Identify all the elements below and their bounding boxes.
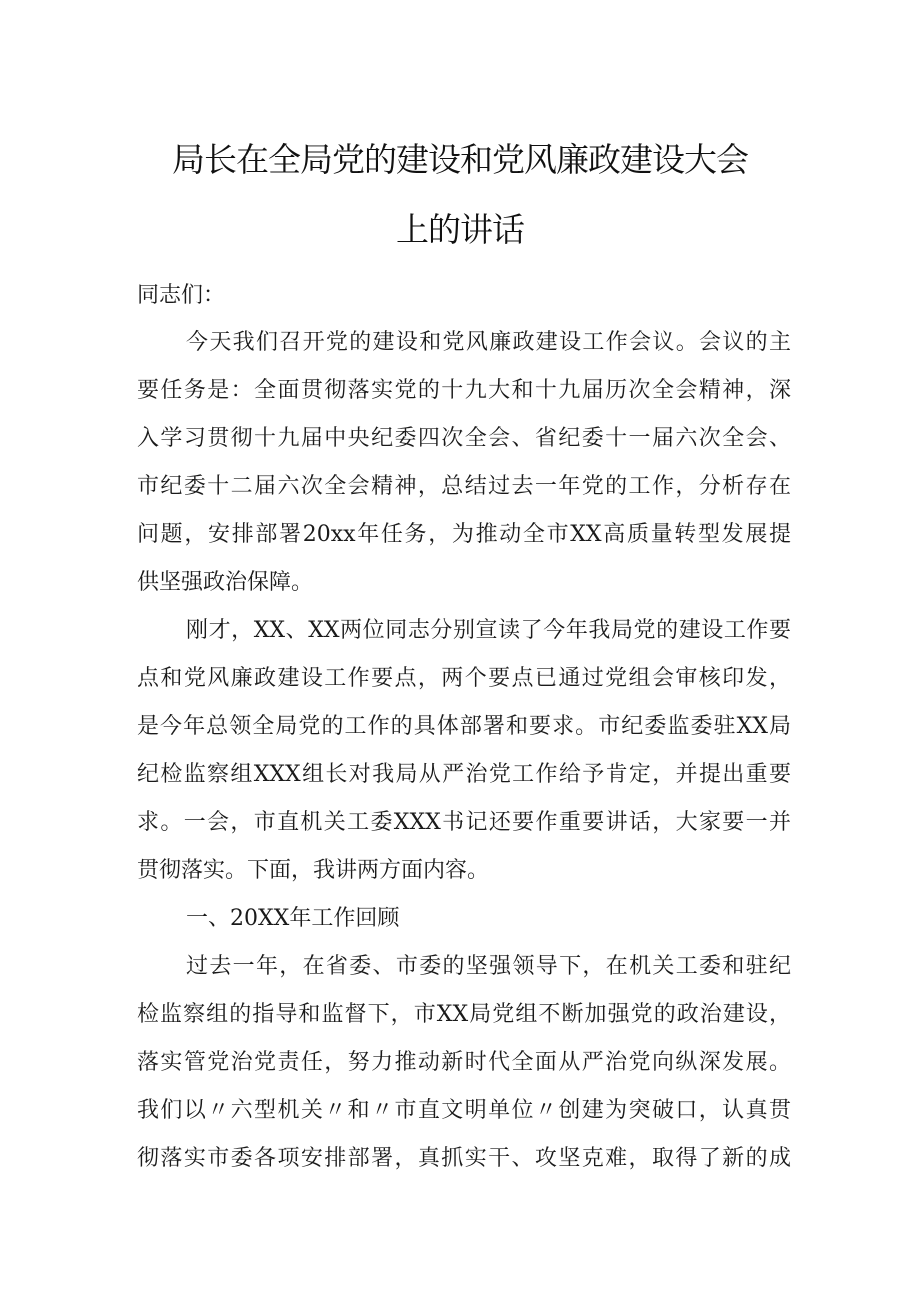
salutation: 同志们： xyxy=(137,283,226,308)
paragraph-3-line-5: 彻落实市委各项安排部署，真抓实干、攻坚克难，取得了新的成 xyxy=(137,1146,791,1171)
section-heading-1: 一、20XX年工作回顾 xyxy=(186,906,400,931)
paragraph-2-line-3: 是今年总领全局党的工作的具体部署和要求。市纪委监委驻XX局 xyxy=(137,714,791,739)
paragraph-2-line-5: 求。一会，市直机关工委XXX书记还要作重要讲话，大家要一并 xyxy=(137,810,791,835)
paragraph-3-line-3: 落实管党治党责任，努力推动新时代全面从严治党向纵深发展。 xyxy=(137,1050,791,1075)
paragraph-2-line-2: 点和党风廉政建设工作要点，两个要点已通过党组会审核印发， xyxy=(137,666,791,691)
document-title-line-1: 局长在全局党的建设和党风廉政建设大会 xyxy=(172,140,748,179)
paragraph-1-line-1: 今天我们召开党的建设和党风廉政建设工作会议。会议的主 xyxy=(186,330,791,355)
paragraph-3-line-2: 检监察组的指导和监督下，市XX局党组不断加强党的政治建设， xyxy=(137,1002,791,1027)
paragraph-2-line-4: 纪检监察组XXX组长对我局从严治党工作给予肯定，并提出重要 xyxy=(137,762,791,787)
paragraph-3-line-1: 过去一年，在省委、市委的坚强领导下，在机关工委和驻纪 xyxy=(186,954,791,979)
paragraph-1-line-5: 问题，安排部署20xx年任务，为推动全市XX高质量转型发展提 xyxy=(137,522,791,547)
paragraph-1-line-2: 要任务是：全面贯彻落实党的十九大和十九届历次全会精神，深 xyxy=(137,378,791,403)
paragraph-1-line-4: 市纪委十二届六次全会精神，总结过去一年党的工作，分析存在 xyxy=(137,474,791,499)
paragraph-1-line-3: 入学习贯彻十九届中央纪委四次全会、省纪委十一届六次全会、 xyxy=(137,426,791,451)
paragraph-2-line-1: 刚才，XX、XX两位同志分别宣读了今年我局党的建设工作要 xyxy=(186,618,791,643)
document-title-line-2: 上的讲话 xyxy=(396,210,524,249)
paragraph-1-line-6: 供坚强政治保障。 xyxy=(137,570,314,595)
paragraph-3-line-4: 我们以〃六型机关〃和〃市直文明单位〃创建为突破口，认真贯 xyxy=(137,1098,791,1123)
paragraph-2-line-6: 贯彻落实。下面，我讲两方面内容。 xyxy=(137,858,490,883)
